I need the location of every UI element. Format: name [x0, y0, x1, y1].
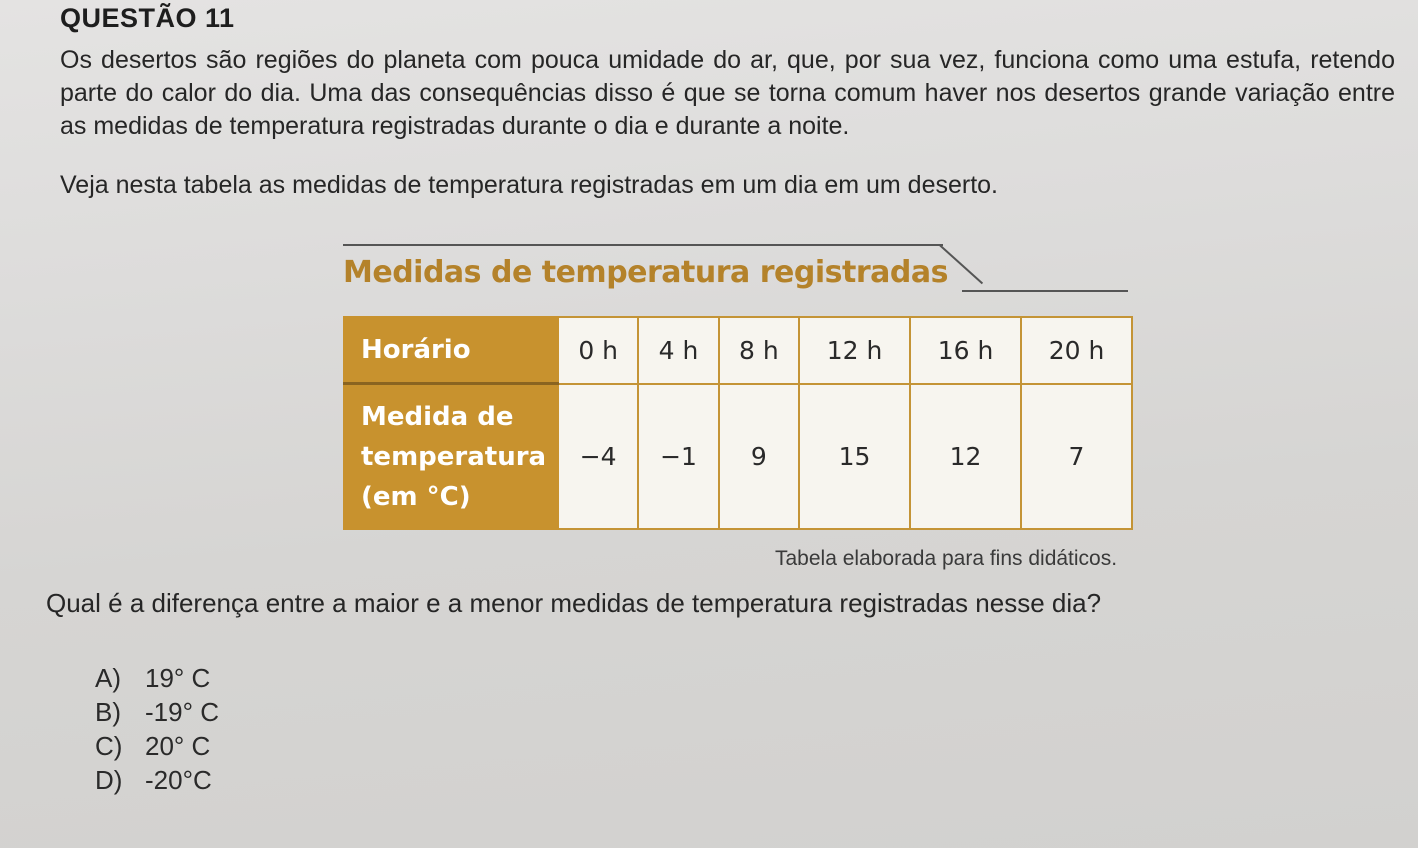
time-cell: 4 h	[638, 317, 718, 384]
time-cell: 0 h	[558, 317, 638, 384]
intro-paragraph: Os desertos são regiões do planeta com pouca umidade do ar, que, por sua vez, funciona como uma estufa, retendo parte do calor do dia. Uma das consequências disso é que se torna comum haver nos desertos grande variação entre as medidas de temperatura registradas durante o dia e durante a noite.	[60, 46, 1395, 140]
option-value: -20°C	[145, 765, 212, 795]
temperature-header-line: (em °C)	[361, 481, 471, 512]
table-title: Medidas de temperatura registradas	[343, 255, 948, 290]
option-letter: C)	[95, 731, 123, 761]
time-cell: 12 h	[799, 317, 910, 384]
option-value: -19° C	[145, 697, 219, 727]
option-value: 19° C	[145, 663, 211, 693]
temperature-header-line: Medida de	[361, 401, 514, 432]
title-rule-extension	[962, 290, 1128, 292]
temperature-cell: 15	[799, 384, 910, 530]
option-value: 20° C	[145, 731, 211, 761]
title-rule	[343, 244, 943, 246]
temperature-header-line: temperatura	[361, 441, 547, 472]
question-title: QUESTÃO 11	[60, 3, 235, 33]
time-cell: 8 h	[719, 317, 799, 384]
time-cell: 16 h	[910, 317, 1021, 384]
temperature-row	[344, 384, 1132, 530]
temperature-table	[343, 316, 1133, 530]
question-text: Qual é a diferença entre a maior e a menor medidas de temperatura registradas nesse dia?	[46, 588, 1102, 618]
option-letter: D)	[95, 765, 123, 795]
time-cell: 20 h	[1021, 317, 1132, 384]
temperature-row-header	[344, 384, 558, 530]
time-row-header: Horário	[344, 317, 558, 384]
temperature-cell: 7	[1021, 384, 1132, 530]
table-intro-paragraph: Veja nesta tabela as medidas de temperatura registradas em um dia em um deserto.	[60, 171, 999, 199]
temperature-cell: −1	[638, 384, 718, 530]
option-letter: B)	[95, 697, 121, 727]
temperature-cell: 9	[719, 384, 799, 530]
time-row	[344, 317, 1132, 384]
table-caption: Tabela elaborada para fins didáticos.	[775, 547, 1118, 570]
option-letter: A)	[95, 663, 121, 693]
temperature-cell: 12	[910, 384, 1021, 530]
temperature-cell: −4	[558, 384, 638, 530]
